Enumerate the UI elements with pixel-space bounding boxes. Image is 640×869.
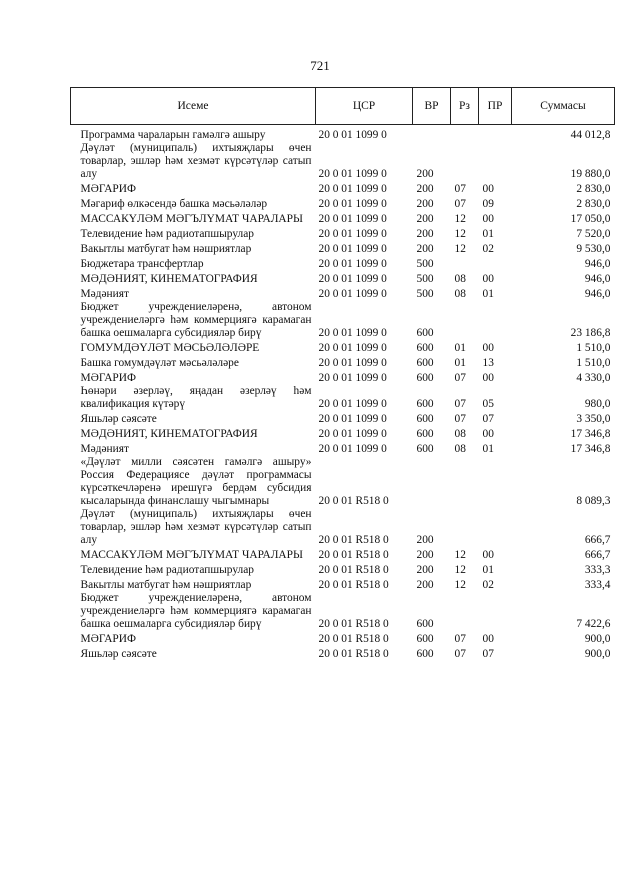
cell-csr: 20 0 01 1099 0 bbox=[318, 288, 387, 300]
cell-sum: 17 050,0 bbox=[570, 213, 611, 225]
cell-pr: 05 bbox=[482, 398, 494, 410]
cell-sum: 946,0 bbox=[584, 288, 611, 300]
cell-name: Бюджет учреждениеләренә, автоном учреждениеләргә һәм коммерциягә карамаган башка оешмаларга субсидияләр бирү bbox=[80, 592, 312, 630]
cell-csr: 20 0 01 R518 0 bbox=[318, 579, 389, 591]
cell-vr: 600 bbox=[416, 633, 434, 645]
cell-pr bbox=[479, 142, 512, 181]
cell-pr: 00 bbox=[482, 372, 494, 384]
table-row bbox=[71, 340, 615, 355]
cell-name: МӘГАРИФ bbox=[80, 183, 136, 195]
cell-rz bbox=[451, 125, 479, 143]
cell-vr: 200 bbox=[416, 579, 434, 591]
cell-sum: 17 346,8 bbox=[570, 443, 611, 455]
cell-pr: 00 bbox=[482, 273, 494, 285]
cell-csr: 20 0 01 1099 0 bbox=[318, 258, 387, 270]
cell-csr: 20 0 01 1099 0 bbox=[318, 129, 387, 141]
cell-vr: 600 bbox=[416, 413, 434, 425]
cell-rz bbox=[451, 256, 479, 271]
cell-pr: 07 bbox=[482, 648, 494, 660]
cell-csr: 20 0 01 R518 0 bbox=[318, 549, 389, 561]
cell-vr: 500 bbox=[416, 273, 434, 285]
cell-name: Яшьләр сәясәте bbox=[80, 648, 157, 660]
cell-vr: 600 bbox=[416, 443, 434, 455]
cell-vr: 600 bbox=[416, 372, 434, 384]
table-row bbox=[71, 411, 615, 426]
cell-name: ГОМУМДӘҮЛӘТ МӘСЬӘЛӘЛӘРЕ bbox=[80, 342, 260, 354]
cell-sum: 3 350,0 bbox=[576, 413, 611, 425]
cell-vr: 200 bbox=[416, 183, 434, 195]
cell-csr: 20 0 01 1099 0 bbox=[318, 413, 387, 425]
cell-rz: 12 bbox=[454, 564, 466, 576]
table-row bbox=[71, 196, 615, 211]
cell-csr: 20 0 01 1099 0 bbox=[318, 342, 387, 354]
cell-sum: 333,3 bbox=[584, 564, 611, 576]
table-row bbox=[71, 256, 615, 271]
cell-name: Дәүләт (муниципаль) ихтыяҗлары өчен товарлар, эшләр һәм хезмәт күрсәтүләр сатып алу bbox=[80, 508, 312, 546]
cell-sum: 900,0 bbox=[584, 648, 611, 660]
cell-sum: 946,0 bbox=[584, 273, 611, 285]
header-name: Исеме bbox=[71, 88, 316, 125]
cell-name: Мәдәният bbox=[80, 288, 129, 300]
cell-rz: 08 bbox=[454, 428, 466, 440]
page-number: 721 bbox=[310, 58, 330, 73]
cell-csr: 20 0 01 1099 0 bbox=[318, 428, 387, 440]
cell-name: «Дәүләт милли сәясәтен гамәлгә ашыру» Россия Федерациясе дәүләт программасы күрсәткечләренә ирешүгә бердәм субсидия кысаларында финанслашу чыгымнары bbox=[80, 456, 312, 507]
table-row bbox=[71, 385, 615, 411]
cell-vr: 600 bbox=[416, 648, 434, 660]
cell-vr: 600 bbox=[416, 357, 434, 369]
cell-name: Дәүләт (муниципаль) ихтыяҗлары өчен товарлар, эшләр һәм хезмәт күрсәтүләр сатып алу bbox=[80, 142, 312, 180]
cell-sum: 23 186,8 bbox=[570, 327, 611, 339]
cell-rz: 12 bbox=[454, 228, 466, 240]
cell-rz bbox=[451, 456, 479, 508]
table-row bbox=[71, 181, 615, 196]
table-row bbox=[71, 631, 615, 646]
table-row bbox=[71, 562, 615, 577]
cell-name: Мәдәният bbox=[80, 443, 129, 455]
cell-pr: 02 bbox=[482, 579, 494, 591]
cell-csr: 20 0 01 1099 0 bbox=[318, 243, 387, 255]
cell-name: Бюджетара трансфертлар bbox=[80, 258, 204, 270]
cell-rz: 12 bbox=[454, 579, 466, 591]
cell-name: МӘГАРИФ bbox=[80, 633, 136, 645]
cell-rz: 12 bbox=[454, 213, 466, 225]
cell-pr: 00 bbox=[482, 549, 494, 561]
cell-rz: 08 bbox=[454, 443, 466, 455]
cell-csr: 20 0 01 1099 0 bbox=[318, 398, 387, 410]
cell-name: Программа чараларын гамәлгә ашыру bbox=[80, 129, 266, 141]
cell-name: Вакытлы матбугат һәм нәшриятлар bbox=[80, 243, 252, 255]
table-body bbox=[71, 125, 615, 662]
cell-vr: 600 bbox=[416, 327, 434, 339]
cell-csr: 20 0 01 R518 0 bbox=[318, 648, 389, 660]
cell-sum: 9 530,0 bbox=[576, 243, 611, 255]
cell-csr: 20 0 01 R518 0 bbox=[318, 633, 389, 645]
header-csr: ЦСР bbox=[316, 88, 413, 125]
table-header-row bbox=[71, 88, 615, 125]
cell-csr: 20 0 01 R518 0 bbox=[318, 534, 389, 546]
table-row bbox=[71, 646, 615, 661]
table-row bbox=[71, 226, 615, 241]
table-row bbox=[71, 547, 615, 562]
cell-name: Һөнәри әзерләү, яңадан әзерләү һәм квалификация күтәрү bbox=[80, 385, 312, 410]
cell-csr: 20 0 01 1099 0 bbox=[318, 168, 387, 180]
cell-name: МӘДӘНИЯТ, КИНЕМАТОГРАФИЯ bbox=[80, 428, 258, 440]
cell-sum: 19 880,0 bbox=[570, 168, 611, 180]
cell-rz: 12 bbox=[454, 243, 466, 255]
table-row bbox=[71, 592, 615, 631]
cell-csr: 20 0 01 1099 0 bbox=[318, 213, 387, 225]
header-rz: Рз bbox=[451, 88, 479, 125]
table-row bbox=[71, 456, 615, 508]
cell-csr: 20 0 01 1099 0 bbox=[318, 443, 387, 455]
cell-name: МАССАКҮЛӘМ МӘГЪЛҮМАТ ЧАРАЛАРЫ bbox=[80, 213, 303, 225]
cell-vr: 600 bbox=[416, 428, 434, 440]
cell-pr: 01 bbox=[482, 443, 494, 455]
cell-pr: 00 bbox=[482, 183, 494, 195]
cell-vr: 200 bbox=[416, 564, 434, 576]
cell-sum: 7 520,0 bbox=[576, 228, 611, 240]
cell-rz: 07 bbox=[454, 633, 466, 645]
cell-vr: 500 bbox=[416, 288, 434, 300]
cell-sum: 8 089,3 bbox=[576, 495, 611, 507]
cell-name: Яшьләр сәясәте bbox=[80, 413, 157, 425]
cell-rz bbox=[451, 142, 479, 181]
cell-rz bbox=[451, 592, 479, 631]
table-row bbox=[71, 355, 615, 370]
cell-pr: 00 bbox=[482, 428, 494, 440]
cell-name: Телевидение һәм радиотапшырулар bbox=[80, 564, 254, 576]
cell-pr bbox=[479, 256, 512, 271]
cell-rz bbox=[451, 301, 479, 340]
table-row bbox=[71, 301, 615, 340]
cell-vr: 200 bbox=[416, 198, 434, 210]
budget-table bbox=[70, 87, 615, 661]
cell-sum: 666,7 bbox=[584, 549, 611, 561]
header-vr: ВР bbox=[413, 88, 451, 125]
cell-sum: 4 330,0 bbox=[576, 372, 611, 384]
cell-vr: 200 bbox=[416, 549, 434, 561]
cell-name: Телевидение һәм радиотапшырулар bbox=[80, 228, 254, 240]
cell-sum: 946,0 bbox=[584, 258, 611, 270]
cell-vr: 600 bbox=[416, 618, 434, 630]
cell-pr: 00 bbox=[482, 633, 494, 645]
cell-sum: 17 346,8 bbox=[570, 428, 611, 440]
cell-name: МӘГАРИФ bbox=[80, 372, 136, 384]
cell-rz: 07 bbox=[454, 198, 466, 210]
cell-csr: 20 0 01 R518 0 bbox=[318, 564, 389, 576]
cell-sum: 333,4 bbox=[584, 579, 611, 591]
table-row bbox=[71, 370, 615, 385]
cell-pr: 01 bbox=[482, 288, 494, 300]
cell-csr: 20 0 01 1099 0 bbox=[318, 228, 387, 240]
cell-sum: 980,0 bbox=[584, 398, 611, 410]
cell-csr: 20 0 01 R518 0 bbox=[318, 495, 389, 507]
table-row bbox=[71, 125, 615, 143]
cell-pr bbox=[479, 508, 512, 547]
cell-name: Башка гомумдәүләт мәсьәләләре bbox=[80, 357, 239, 369]
cell-rz: 07 bbox=[454, 183, 466, 195]
cell-vr: 500 bbox=[416, 258, 434, 270]
cell-csr: 20 0 01 1099 0 bbox=[318, 183, 387, 195]
cell-pr bbox=[479, 456, 512, 508]
table-row bbox=[71, 577, 615, 592]
table-row bbox=[71, 286, 615, 301]
cell-sum: 900,0 bbox=[584, 633, 611, 645]
cell-rz: 07 bbox=[454, 648, 466, 660]
table-row bbox=[71, 426, 615, 441]
header-pr: ПР bbox=[479, 88, 512, 125]
cell-rz: 12 bbox=[454, 549, 466, 561]
cell-vr bbox=[413, 456, 451, 508]
cell-rz bbox=[451, 508, 479, 547]
cell-csr: 20 0 01 1099 0 bbox=[318, 198, 387, 210]
cell-sum: 7 422,6 bbox=[576, 618, 611, 630]
cell-pr: 00 bbox=[482, 342, 494, 354]
cell-rz: 07 bbox=[454, 413, 466, 425]
cell-sum: 44 012,8 bbox=[570, 129, 611, 141]
cell-vr bbox=[413, 125, 451, 143]
cell-rz: 07 bbox=[454, 398, 466, 410]
cell-name: МӘДӘНИЯТ, КИНЕМАТОГРАФИЯ bbox=[80, 273, 258, 285]
cell-pr: 00 bbox=[482, 213, 494, 225]
cell-csr: 20 0 01 1099 0 bbox=[318, 372, 387, 384]
cell-csr: 20 0 01 R518 0 bbox=[318, 618, 389, 630]
cell-pr: 02 bbox=[482, 243, 494, 255]
cell-vr: 200 bbox=[416, 534, 434, 546]
table-row bbox=[71, 241, 615, 256]
table-row bbox=[71, 142, 615, 181]
table-row bbox=[71, 508, 615, 547]
cell-vr: 600 bbox=[416, 398, 434, 410]
cell-rz: 01 bbox=[454, 357, 466, 369]
cell-name: Вакытлы матбугат һәм нәшриятлар bbox=[80, 579, 252, 591]
table-row bbox=[71, 271, 615, 286]
cell-vr: 200 bbox=[416, 243, 434, 255]
cell-pr bbox=[479, 592, 512, 631]
cell-vr: 600 bbox=[416, 342, 434, 354]
table-row bbox=[71, 441, 615, 456]
cell-vr: 200 bbox=[416, 213, 434, 225]
cell-csr: 20 0 01 1099 0 bbox=[318, 327, 387, 339]
cell-pr: 07 bbox=[482, 413, 494, 425]
cell-vr: 200 bbox=[416, 168, 434, 180]
cell-rz: 01 bbox=[454, 342, 466, 354]
table-row bbox=[71, 211, 615, 226]
cell-sum: 1 510,0 bbox=[576, 357, 611, 369]
cell-pr: 01 bbox=[482, 228, 494, 240]
cell-rz: 07 bbox=[454, 372, 466, 384]
cell-name: Мәгариф өлкәсендә башка мәсьәләләр bbox=[80, 198, 268, 210]
cell-pr bbox=[479, 301, 512, 340]
cell-name: МАССАКҮЛӘМ МӘГЪЛҮМАТ ЧАРАЛАРЫ bbox=[80, 549, 303, 561]
cell-name: Бюджет учреждениеләренә, автоном учреждениеләргә һәм коммерциягә карамаган башка оешмаларга субсидияләр бирү bbox=[80, 301, 312, 339]
cell-sum: 2 830,0 bbox=[576, 198, 611, 210]
cell-vr: 200 bbox=[416, 228, 434, 240]
cell-pr: 01 bbox=[482, 564, 494, 576]
cell-rz: 08 bbox=[454, 273, 466, 285]
cell-pr bbox=[479, 125, 512, 143]
cell-pr: 13 bbox=[482, 357, 494, 369]
cell-sum: 2 830,0 bbox=[576, 183, 611, 195]
cell-rz: 08 bbox=[454, 288, 466, 300]
cell-sum: 666,7 bbox=[584, 534, 611, 546]
cell-pr: 09 bbox=[482, 198, 494, 210]
cell-sum: 1 510,0 bbox=[576, 342, 611, 354]
cell-csr: 20 0 01 1099 0 bbox=[318, 357, 387, 369]
header-sum: Суммасы bbox=[512, 88, 615, 125]
cell-csr: 20 0 01 1099 0 bbox=[318, 273, 387, 285]
